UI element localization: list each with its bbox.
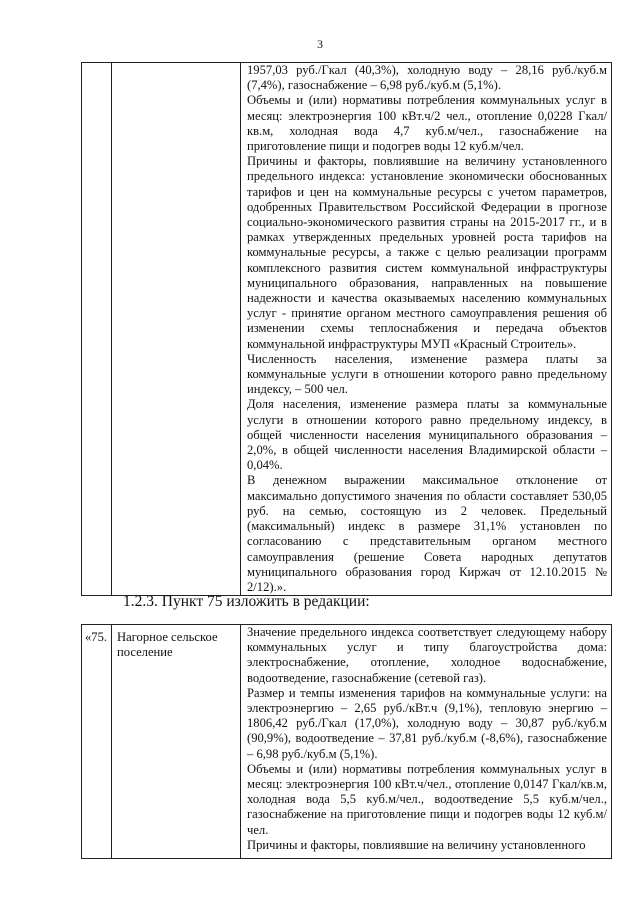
paragraph: Причины и факторы, повлиявшие на величину установленного [247, 837, 586, 852]
paragraph: 1957,03 руб./Гкал (40,3%), холодную воду – 28,16 руб./куб.м (7,4%), газоснабжение – 6,98 руб./куб.м (5,1%). [247, 63, 607, 93]
place-cell [112, 63, 241, 596]
text-cell [241, 625, 612, 859]
paragraph: Объемы и (или) нормативы потребления коммунальных услуг в месяц: электроэнергия 100 кВт.ч/чел., отопление 0,0147 Гкал/кв.м, холодная вода 5,5 куб.м/чел., водоотведение 5,5 куб.м/чел., газоснабжение на приготовление пищи и подогрев воды 12 куб.м/чел. [247, 761, 607, 837]
clause-heading: 1.2.3. Пункт 75 изложить в редакции: [123, 593, 370, 610]
paragraph: Причины и факторы, повлиявшие на величину установленного предельного индекса: установление экономически обоснованных тарифов и цен на коммунальные ресурсы с учетом параметров, одобренных Правительством Российской Федерации в прогнозе социально-экономического развития страны на 2015-2017 гг., и в рамках утвержденных предельных уровней роста тарифов на коммунальные ресурсы, а также с целью реализации программ комплексного развития систем коммунальной инфраструктуры муниципального образования, направленных на повышение надежности и качества оказываемых населению коммунальных услуг - принятие органом местного самоуправления решения об изменении схемы теплоснабжения и передача объектов коммунальной инфраструктуры МУП «Красный Строитель». [247, 154, 607, 351]
table-row [82, 63, 612, 596]
paragraph: Численность населения, изменение размера платы за коммунальные услуги в отношении которого равно предельному индексу, – 500 чел. [247, 351, 607, 397]
paragraph: Доля населения, изменение размера платы за коммунальные услуги в отношении которого равно предельному индексу, в общей численности населения муниципального образования – 2,0%, в общей численности населения Владимирской области – 0,04%. [247, 397, 607, 473]
text-cell [241, 63, 612, 596]
number-cell [82, 63, 112, 596]
row-number: «75. [82, 625, 112, 859]
top-table [81, 62, 612, 596]
bottom-table [81, 624, 612, 859]
place-name: Нагорное сельское поселение [112, 625, 241, 859]
table-row [82, 625, 612, 859]
paragraph: Размер и темпы изменения тарифов на коммунальные услуги: на электроэнергию – 2,65 руб./кВт.ч (9,1%), тепловую энергию – 1806,42 руб./Гкал (17,0%), холодную воду – 30,87 руб./куб.м (90,9%), водоотведение – 37,81 руб./куб.м (-8,6%), газоснабжение – 6,98 руб./куб.м (5,1%). [247, 685, 607, 761]
paragraph: Объемы и (или) нормативы потребления коммунальных услуг в месяц: электроэнергия 100 кВт.ч/2 чел., отопление 0,0228 Гкал/кв.м, холодная вода 4,7 куб.м/чел., газоснабжение на приготовление пищи и подогрев воды 12 куб.м/чел. [247, 93, 607, 154]
paragraph: В денежном выражении максимальное отклонение от максимально допустимого значения по области составляет 530,05 руб. на семью, состоящую из 2 человек. Предельный (максимальный) индекс в размере 31,1% установлен по согласованию с представительным органом местного самоуправления (решение Совета народных депутатов муниципального образования город Киржач от 12.10.2015 № 2/12).». [247, 473, 607, 594]
paragraph: Значение предельного индекса соответствует следующему набору коммунальных услуг и типу благоустройства дома: электроснабжение, отопление, холодное водоснабжение, водоотведение, газоснабжение (сетевой газ). [247, 625, 607, 685]
page-number: 3 [317, 37, 323, 51]
